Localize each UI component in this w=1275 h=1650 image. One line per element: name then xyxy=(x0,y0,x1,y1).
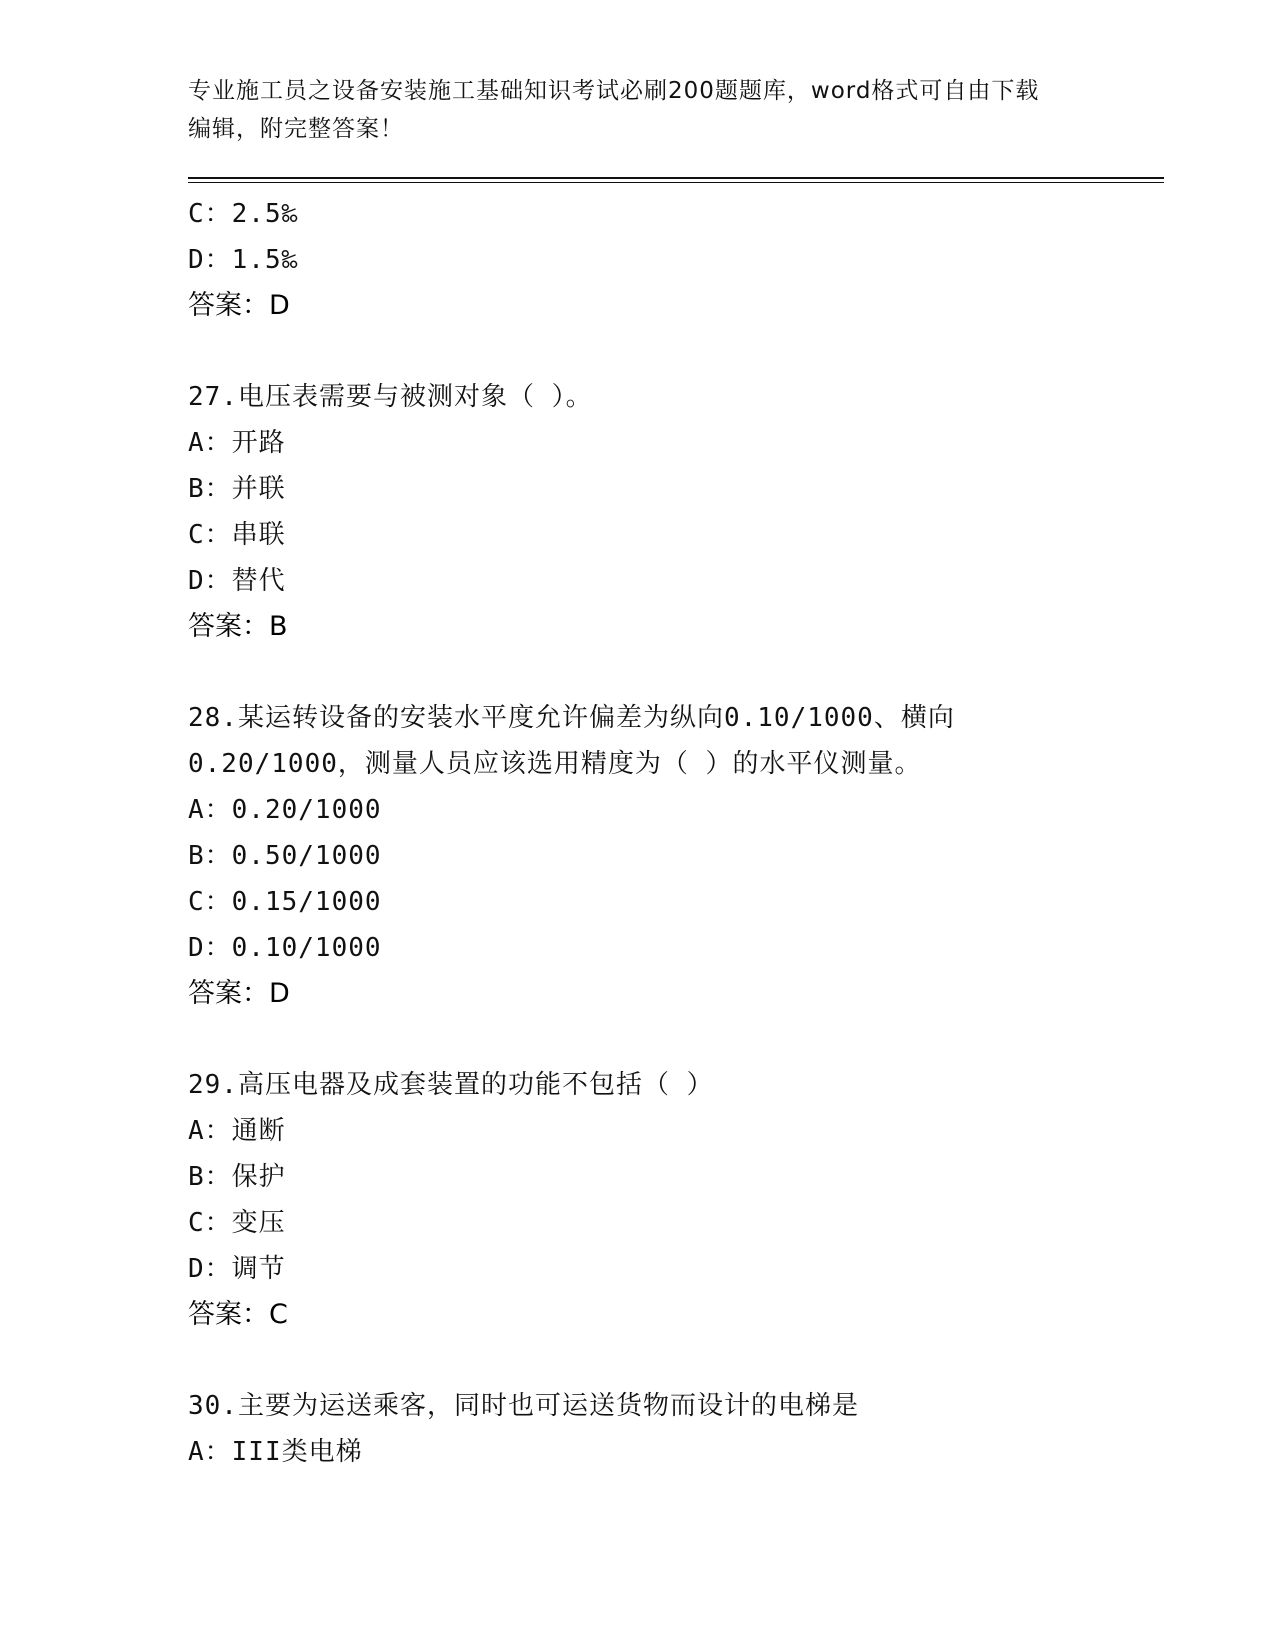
option-d: D：0.10/1000 xyxy=(188,933,382,963)
answer-line: 答案：D xyxy=(188,290,290,321)
question-text: 28.某运转设备的安装水平度允许偏差为纵向0.10/1000、横向 xyxy=(188,703,955,733)
question-block xyxy=(188,695,1164,1017)
question-block xyxy=(188,1062,1164,1338)
option-a: A：0.20/1000 xyxy=(188,795,382,825)
question-block xyxy=(188,191,1164,329)
header-title-line-1: 专业施工员之设备安装施工基础知识考试必刷200题题库，word格式可自由下载 xyxy=(188,78,1040,104)
answer-line: 答案：D xyxy=(188,978,290,1009)
option-d: D：1.5‰ xyxy=(188,245,299,275)
option-c: C：变压 xyxy=(188,1208,286,1238)
answer-line: 答案：C xyxy=(188,1299,288,1330)
question-block xyxy=(188,1383,1164,1475)
header-title-line-2: 编辑，附完整答案！ xyxy=(188,116,404,142)
question-block xyxy=(188,374,1164,650)
question-text: 30.主要为运送乘客，同时也可运送货物而设计的电梯是 xyxy=(188,1391,859,1421)
header-divider-thin xyxy=(188,182,1164,183)
question-text: 29.高压电器及成套装置的功能不包括（ ） xyxy=(188,1070,714,1100)
header-divider xyxy=(188,177,1164,179)
option-c: C：2.5‰ xyxy=(188,199,299,229)
question-list xyxy=(188,191,1164,1475)
option-a: A：通断 xyxy=(188,1116,286,1146)
option-b: B：并联 xyxy=(188,474,286,504)
question-text-continued: 0.20/1000，测量人员应该选用精度为（ ）的水平仪测量。 xyxy=(188,749,922,779)
option-b: B：0.50/1000 xyxy=(188,841,382,871)
option-b: B：保护 xyxy=(188,1162,286,1192)
option-c: C：0.15/1000 xyxy=(188,887,382,917)
answer-line: 答案：B xyxy=(188,611,288,642)
option-d: D：替代 xyxy=(188,566,286,596)
option-c: C：串联 xyxy=(188,520,286,550)
option-a: A：开路 xyxy=(188,428,286,458)
option-a: A：III类电梯 xyxy=(188,1437,363,1467)
page-header xyxy=(188,72,1088,148)
question-text: 27.电压表需要与被测对象（ ）。 xyxy=(188,382,593,412)
option-d: D：调节 xyxy=(188,1254,286,1284)
